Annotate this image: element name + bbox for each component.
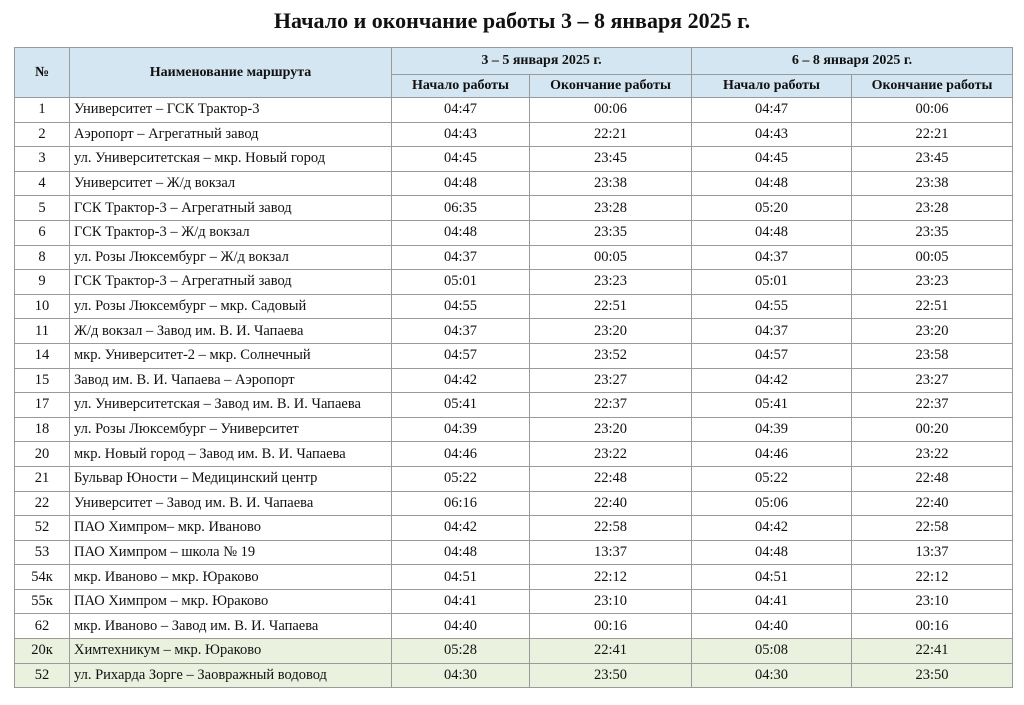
table-row (15, 147, 1013, 172)
end-time-period-2: 22:41 (852, 639, 1013, 664)
end-time-period-1: 23:23 (530, 270, 692, 295)
route-name: ГСК Трактор-3 – Ж/д вокзал (70, 220, 392, 245)
start-time-period-1: 06:16 (392, 491, 530, 516)
start-time-period-2: 04:41 (692, 589, 852, 614)
start-time-period-2: 05:41 (692, 393, 852, 418)
end-time-period-2: 22:12 (852, 565, 1013, 590)
end-time-period-1: 22:37 (530, 393, 692, 418)
route-name: мкр. Иваново – Завод им. В. И. Чапаева (70, 614, 392, 639)
start-time-period-1: 05:01 (392, 270, 530, 295)
end-time-period-2: 22:51 (852, 294, 1013, 319)
route-name: Бульвар Юности – Медицинский центр (70, 466, 392, 491)
end-time-period-2: 23:28 (852, 196, 1013, 221)
end-time-period-1: 23:45 (530, 147, 692, 172)
end-time-period-2: 22:21 (852, 122, 1013, 147)
schedule-table (14, 47, 1013, 688)
route-number: 53 (15, 540, 70, 565)
route-number: 20 (15, 442, 70, 467)
route-name: ул. Университетская – Завод им. В. И. Чапаева (70, 393, 392, 418)
end-time-period-1: 22:41 (530, 639, 692, 664)
start-time-period-2: 04:42 (692, 516, 852, 541)
header-start-2: Начало работы (692, 75, 852, 98)
start-time-period-2: 04:57 (692, 343, 852, 368)
route-name: ГСК Трактор-3 – Агрегатный завод (70, 196, 392, 221)
table-row (15, 466, 1013, 491)
end-time-period-1: 22:48 (530, 466, 692, 491)
start-time-period-2: 04:37 (692, 319, 852, 344)
start-time-period-2: 05:22 (692, 466, 852, 491)
start-time-period-1: 04:46 (392, 442, 530, 467)
route-name: Химтехникум – мкр. Юраково (70, 639, 392, 664)
start-time-period-1: 05:28 (392, 639, 530, 664)
table-body (15, 98, 1013, 688)
start-time-period-1: 05:41 (392, 393, 530, 418)
start-time-period-1: 05:22 (392, 466, 530, 491)
table-row (15, 220, 1013, 245)
route-name: Ж/д вокзал – Завод им. В. И. Чапаева (70, 319, 392, 344)
start-time-period-1: 04:37 (392, 245, 530, 270)
end-time-period-2: 00:16 (852, 614, 1013, 639)
route-number: 2 (15, 122, 70, 147)
route-number: 52 (15, 663, 70, 688)
table-row (15, 319, 1013, 344)
end-time-period-1: 00:05 (530, 245, 692, 270)
start-time-period-1: 04:51 (392, 565, 530, 590)
route-number: 55к (15, 589, 70, 614)
start-time-period-1: 04:48 (392, 540, 530, 565)
end-time-period-2: 23:20 (852, 319, 1013, 344)
end-time-period-1: 23:20 (530, 319, 692, 344)
route-name: ул. Розы Люксембург – Ж/д вокзал (70, 245, 392, 270)
start-time-period-1: 04:48 (392, 220, 530, 245)
end-time-period-2: 23:58 (852, 343, 1013, 368)
route-number: 15 (15, 368, 70, 393)
route-number: 62 (15, 614, 70, 639)
start-time-period-1: 04:47 (392, 98, 530, 123)
start-time-period-2: 04:30 (692, 663, 852, 688)
end-time-period-2: 23:10 (852, 589, 1013, 614)
start-time-period-1: 04:40 (392, 614, 530, 639)
route-number: 6 (15, 220, 70, 245)
start-time-period-2: 04:48 (692, 220, 852, 245)
table-row (15, 516, 1013, 541)
start-time-period-2: 05:08 (692, 639, 852, 664)
end-time-period-2: 23:35 (852, 220, 1013, 245)
end-time-period-1: 22:40 (530, 491, 692, 516)
route-name: ул. Розы Люксембург – Университет (70, 417, 392, 442)
route-number: 18 (15, 417, 70, 442)
start-time-period-1: 04:45 (392, 147, 530, 172)
route-name: мкр. Новый город – Завод им. В. И. Чапаева (70, 442, 392, 467)
table-row (15, 663, 1013, 688)
table-row (15, 442, 1013, 467)
start-time-period-2: 04:37 (692, 245, 852, 270)
route-number: 10 (15, 294, 70, 319)
route-number: 8 (15, 245, 70, 270)
route-name: ПАО Химпром– мкр. Иваново (70, 516, 392, 541)
header-period-2: 6 – 8 января 2025 г. (692, 48, 1013, 75)
start-time-period-2: 04:55 (692, 294, 852, 319)
end-time-period-1: 22:12 (530, 565, 692, 590)
table-row (15, 565, 1013, 590)
start-time-period-2: 04:40 (692, 614, 852, 639)
start-time-period-2: 04:48 (692, 171, 852, 196)
end-time-period-2: 23:45 (852, 147, 1013, 172)
header-num: № (15, 48, 70, 98)
route-name: мкр. Иваново – мкр. Юраково (70, 565, 392, 590)
table-row (15, 368, 1013, 393)
end-time-period-2: 00:05 (852, 245, 1013, 270)
end-time-period-1: 23:52 (530, 343, 692, 368)
route-number: 14 (15, 343, 70, 368)
table-row (15, 196, 1013, 221)
route-name: Университет – Ж/д вокзал (70, 171, 392, 196)
route-name: ГСК Трактор-3 – Агрегатный завод (70, 270, 392, 295)
end-time-period-1: 23:35 (530, 220, 692, 245)
start-time-period-1: 04:41 (392, 589, 530, 614)
header-start-1: Начало работы (392, 75, 530, 98)
end-time-period-1: 22:51 (530, 294, 692, 319)
start-time-period-2: 04:39 (692, 417, 852, 442)
end-time-period-1: 23:22 (530, 442, 692, 467)
table-row (15, 540, 1013, 565)
start-time-period-1: 04:55 (392, 294, 530, 319)
table-row (15, 171, 1013, 196)
end-time-period-2: 22:40 (852, 491, 1013, 516)
route-number: 21 (15, 466, 70, 491)
end-time-period-2: 23:27 (852, 368, 1013, 393)
end-time-period-2: 23:23 (852, 270, 1013, 295)
end-time-period-2: 22:48 (852, 466, 1013, 491)
start-time-period-2: 05:20 (692, 196, 852, 221)
end-time-period-1: 23:38 (530, 171, 692, 196)
route-name: мкр. Университет-2 – мкр. Солнечный (70, 343, 392, 368)
start-time-period-1: 04:48 (392, 171, 530, 196)
route-number: 9 (15, 270, 70, 295)
route-name: ул. Розы Люксембург – мкр. Садовый (70, 294, 392, 319)
route-number: 20к (15, 639, 70, 664)
route-number: 3 (15, 147, 70, 172)
route-name: Завод им. В. И. Чапаева – Аэропорт (70, 368, 392, 393)
header-period-1: 3 – 5 января 2025 г. (392, 48, 692, 75)
start-time-period-2: 04:47 (692, 98, 852, 123)
table-row (15, 491, 1013, 516)
table-row (15, 614, 1013, 639)
table-row (15, 639, 1013, 664)
end-time-period-2: 22:58 (852, 516, 1013, 541)
table-row (15, 393, 1013, 418)
header-end-2: Окончание работы (852, 75, 1013, 98)
route-number: 22 (15, 491, 70, 516)
route-number: 1 (15, 98, 70, 123)
route-number: 5 (15, 196, 70, 221)
table-row (15, 98, 1013, 123)
start-time-period-1: 04:42 (392, 516, 530, 541)
route-name: Университет – ГСК Трактор-3 (70, 98, 392, 123)
page-title: Начало и окончание работы 3 – 8 января 2025 г. (273, 8, 751, 33)
start-time-period-1: 04:42 (392, 368, 530, 393)
start-time-period-1: 04:30 (392, 663, 530, 688)
start-time-period-1: 06:35 (392, 196, 530, 221)
start-time-period-2: 04:42 (692, 368, 852, 393)
table-header (15, 48, 1013, 98)
route-number: 52 (15, 516, 70, 541)
end-time-period-2: 23:50 (852, 663, 1013, 688)
route-number: 11 (15, 319, 70, 344)
table-row (15, 294, 1013, 319)
end-time-period-1: 00:06 (530, 98, 692, 123)
end-time-period-2: 00:20 (852, 417, 1013, 442)
table-row (15, 122, 1013, 147)
end-time-period-1: 00:16 (530, 614, 692, 639)
end-time-period-2: 13:37 (852, 540, 1013, 565)
start-time-period-2: 04:46 (692, 442, 852, 467)
route-name: ул. Университетская – мкр. Новый город (70, 147, 392, 172)
end-time-period-1: 23:28 (530, 196, 692, 221)
table-row (15, 245, 1013, 270)
table-row (15, 270, 1013, 295)
route-name: ПАО Химпром – мкр. Юраково (70, 589, 392, 614)
start-time-period-2: 04:45 (692, 147, 852, 172)
end-time-period-2: 23:38 (852, 171, 1013, 196)
header-route-name: Наименование маршрута (70, 48, 392, 98)
route-name: Университет – Завод им. В. И. Чапаева (70, 491, 392, 516)
start-time-period-2: 04:51 (692, 565, 852, 590)
table-row (15, 343, 1013, 368)
table-row (15, 417, 1013, 442)
start-time-period-2: 04:48 (692, 540, 852, 565)
start-time-period-1: 04:57 (392, 343, 530, 368)
table-row (15, 589, 1013, 614)
end-time-period-2: 23:22 (852, 442, 1013, 467)
end-time-period-1: 23:50 (530, 663, 692, 688)
route-number: 4 (15, 171, 70, 196)
end-time-period-2: 00:06 (852, 98, 1013, 123)
route-number: 17 (15, 393, 70, 418)
start-time-period-1: 04:37 (392, 319, 530, 344)
start-time-period-2: 05:01 (692, 270, 852, 295)
end-time-period-1: 22:21 (530, 122, 692, 147)
end-time-period-1: 23:20 (530, 417, 692, 442)
end-time-period-1: 13:37 (530, 540, 692, 565)
route-number: 54к (15, 565, 70, 590)
route-name: Аэропорт – Агрегатный завод (70, 122, 392, 147)
start-time-period-2: 05:06 (692, 491, 852, 516)
start-time-period-2: 04:43 (692, 122, 852, 147)
header-end-1: Окончание работы (530, 75, 692, 98)
start-time-period-1: 04:39 (392, 417, 530, 442)
end-time-period-2: 22:37 (852, 393, 1013, 418)
end-time-period-1: 22:58 (530, 516, 692, 541)
end-time-period-1: 23:27 (530, 368, 692, 393)
route-name: ул. Рихарда Зорге – Заовражный водовод (70, 663, 392, 688)
route-name: ПАО Химпром – школа № 19 (70, 540, 392, 565)
end-time-period-1: 23:10 (530, 589, 692, 614)
start-time-period-1: 04:43 (392, 122, 530, 147)
